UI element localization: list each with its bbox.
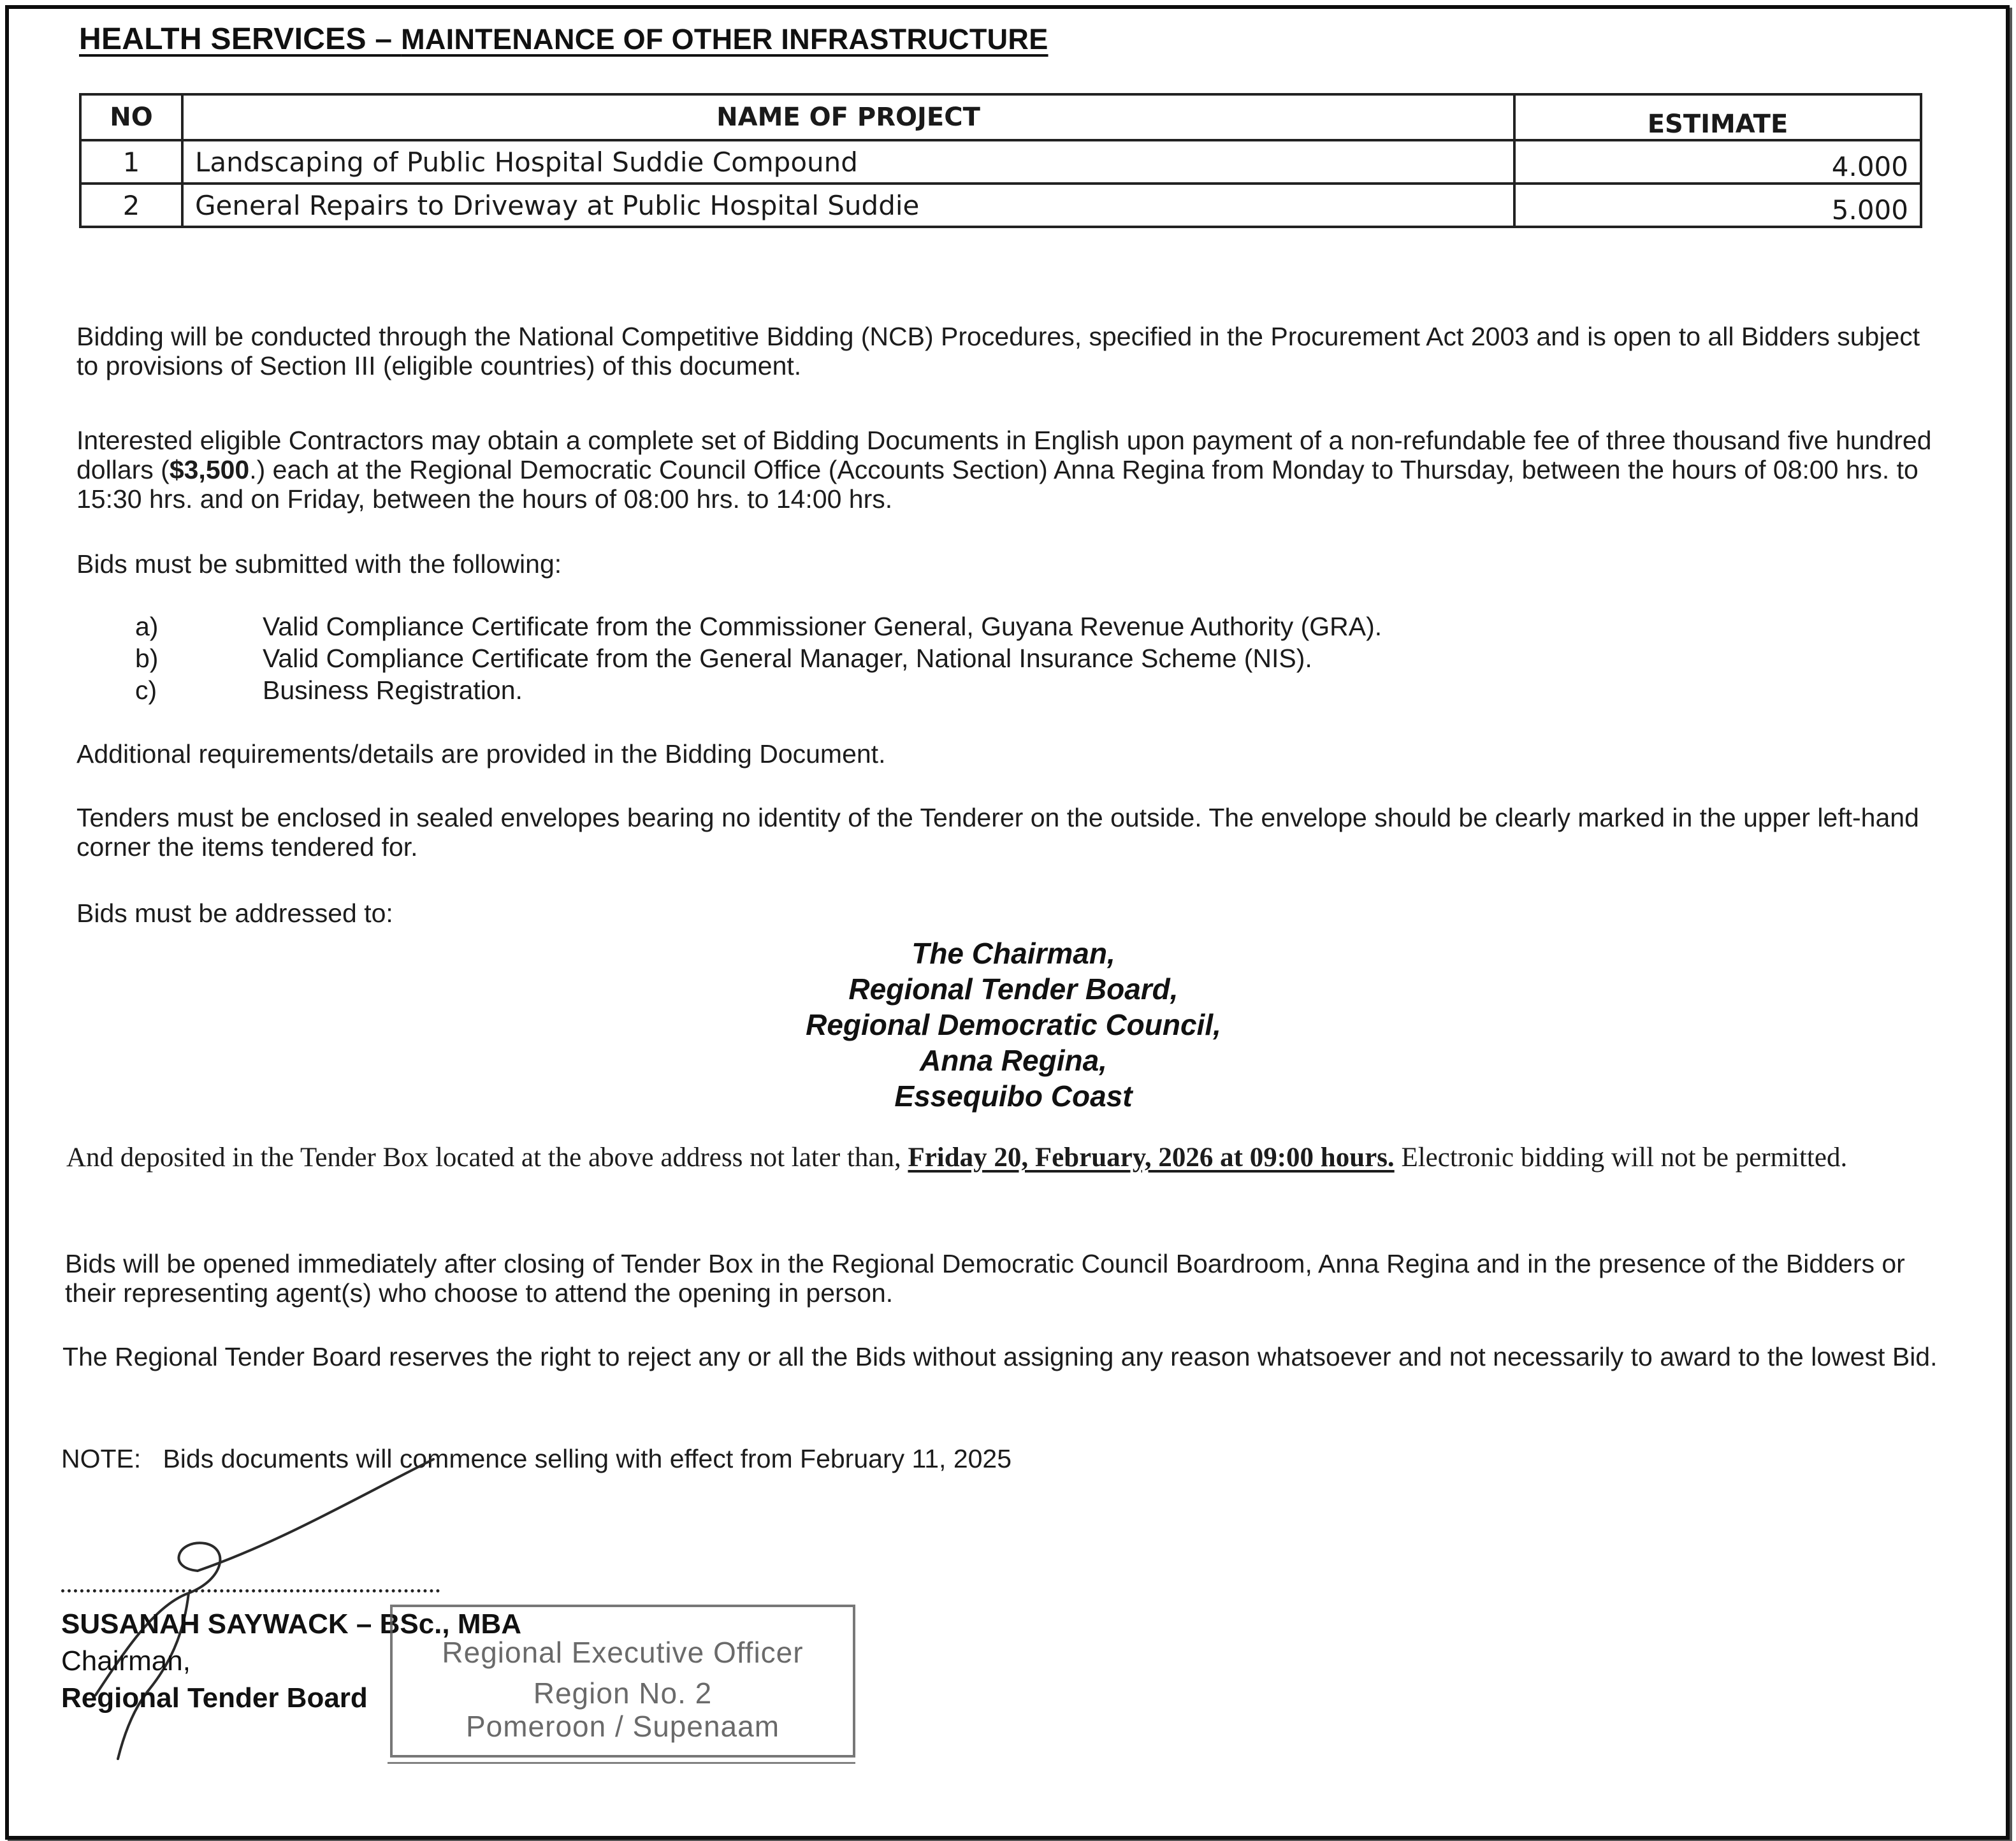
header-no: NO (80, 94, 182, 140)
signature-line (61, 1589, 440, 1592)
address-line: Essequibo Coast (894, 1079, 1133, 1113)
section-title (79, 22, 1048, 57)
additional-requirements: Additional requirements/details are provided in the Bidding Document. (76, 739, 886, 769)
bidding-documents-paragraph (76, 426, 1938, 514)
projects-table (79, 93, 1922, 228)
address-line: Anna Regina, (920, 1044, 1107, 1077)
stamp-line: Pomeroon / Supenaam (465, 1710, 780, 1743)
tender-address (637, 935, 1389, 1114)
bidding-conduct-paragraph: Bidding will be conducted through the National Competitive Bidding (NCB) Procedures, specified in the Procurement Act 2003 and is open to all Bidders subject to provisions of Section III (eligible countries) of this document. (76, 322, 1920, 380)
opening-paragraph: Bids will be opened immediately after closing of Tender Box in the Regional Democratic Council Boardroom, Anna Regina and in the presence of the Bidders or their representing agent(s) who choose to attend the opening in person. (65, 1249, 1905, 1308)
address-line: Regional Democratic Council, (806, 1008, 1221, 1041)
documents-fee: $3,500 (169, 455, 250, 484)
requirement-item (135, 612, 1382, 641)
stamp-line: Region No. 2 (533, 1677, 713, 1710)
table-row (80, 140, 1921, 184)
row-estimate: 4.000 (1514, 140, 1921, 184)
table-row (80, 184, 1921, 227)
deposit-paragraph (66, 1142, 1947, 1174)
signatory-title: Chairman, (61, 1645, 191, 1677)
documents-text-post: .) each at the Regional Democratic Council Office (Accounts Section) Anna Regina from Monday to Thursday, between the hours of 08:00 hrs. to 15:30 hrs. and on Friday, between the hours of 08:00 hrs. to 14:00 hrs. (76, 455, 1918, 514)
requirement-text: Business Registration. (263, 675, 523, 705)
header-estimate: ESTIMATE (1514, 94, 1921, 140)
row-no: 2 (80, 184, 182, 227)
deposit-deadline: Friday 20, February, 2026 at 09:00 hours. (908, 1143, 1395, 1173)
tenders-paragraph: Tenders must be enclosed in sealed envelopes bearing no identity of the Tenderer on the outside. The envelope should be clearly marked in the upper left-hand corner the items tendered for. (76, 803, 1919, 862)
address-line: The Chairman, (911, 937, 1115, 970)
requirement-text: Valid Compliance Certificate from the Commissioner General, Guyana Revenue Authority (GRA). (263, 612, 1382, 641)
row-no: 1 (80, 140, 182, 184)
note-line: NOTE: Bids documents will commence selling with effect from February 11, 2025 (61, 1444, 1012, 1473)
submit-intro: Bids must be submitted with the following: (76, 549, 562, 579)
section-title-part2: MAINTENANCE OF OTHER INFRASTRUCTURE (401, 23, 1048, 55)
requirement-label: a) (135, 612, 159, 641)
header-project-name: NAME OF PROJECT (182, 94, 1514, 140)
table-header-row (80, 94, 1921, 140)
documents-text-pre: Interested eligible Contractors may obtain a complete set of Bidding Documents in English upon payment of a non-refundable fee of three thousand five hundred dollars ( (76, 426, 1932, 484)
signatory-name: SUSANAH SAYWACK – BSc., MBA (61, 1608, 522, 1640)
requirement-item (135, 675, 523, 705)
requirement-label: c) (135, 675, 157, 705)
reserve-paragraph: The Regional Tender Board reserves the right to reject any or all the Bids without assigning any reason whatsoever and not necessarily to award to the lowest Bid. (62, 1342, 1938, 1371)
address-line: Regional Tender Board, (848, 972, 1178, 1006)
deposit-text-pre: And deposited in the Tender Box located at the above address not later than, (66, 1143, 908, 1173)
requirement-item (135, 644, 1312, 673)
signatory-board: Regional Tender Board (61, 1682, 368, 1714)
row-project-name: Landscaping of Public Hospital Suddie Compound (182, 140, 1514, 184)
deposit-text-post: Electronic bidding will not be permitted. (1394, 1143, 1848, 1173)
requirement-label: b) (135, 644, 159, 673)
section-title-part1: HEALTH SERVICES – (79, 22, 402, 56)
requirement-text: Valid Compliance Certificate from the General Manager, National Insurance Scheme (NIS). (263, 644, 1312, 673)
row-project-name: General Repairs to Driveway at Public Hospital Suddie (182, 184, 1514, 227)
address-intro: Bids must be addressed to: (76, 899, 393, 928)
stamp-line: Regional Executive Officer (442, 1636, 804, 1669)
row-estimate: 5.000 (1514, 184, 1921, 227)
official-stamp (390, 1605, 855, 1758)
